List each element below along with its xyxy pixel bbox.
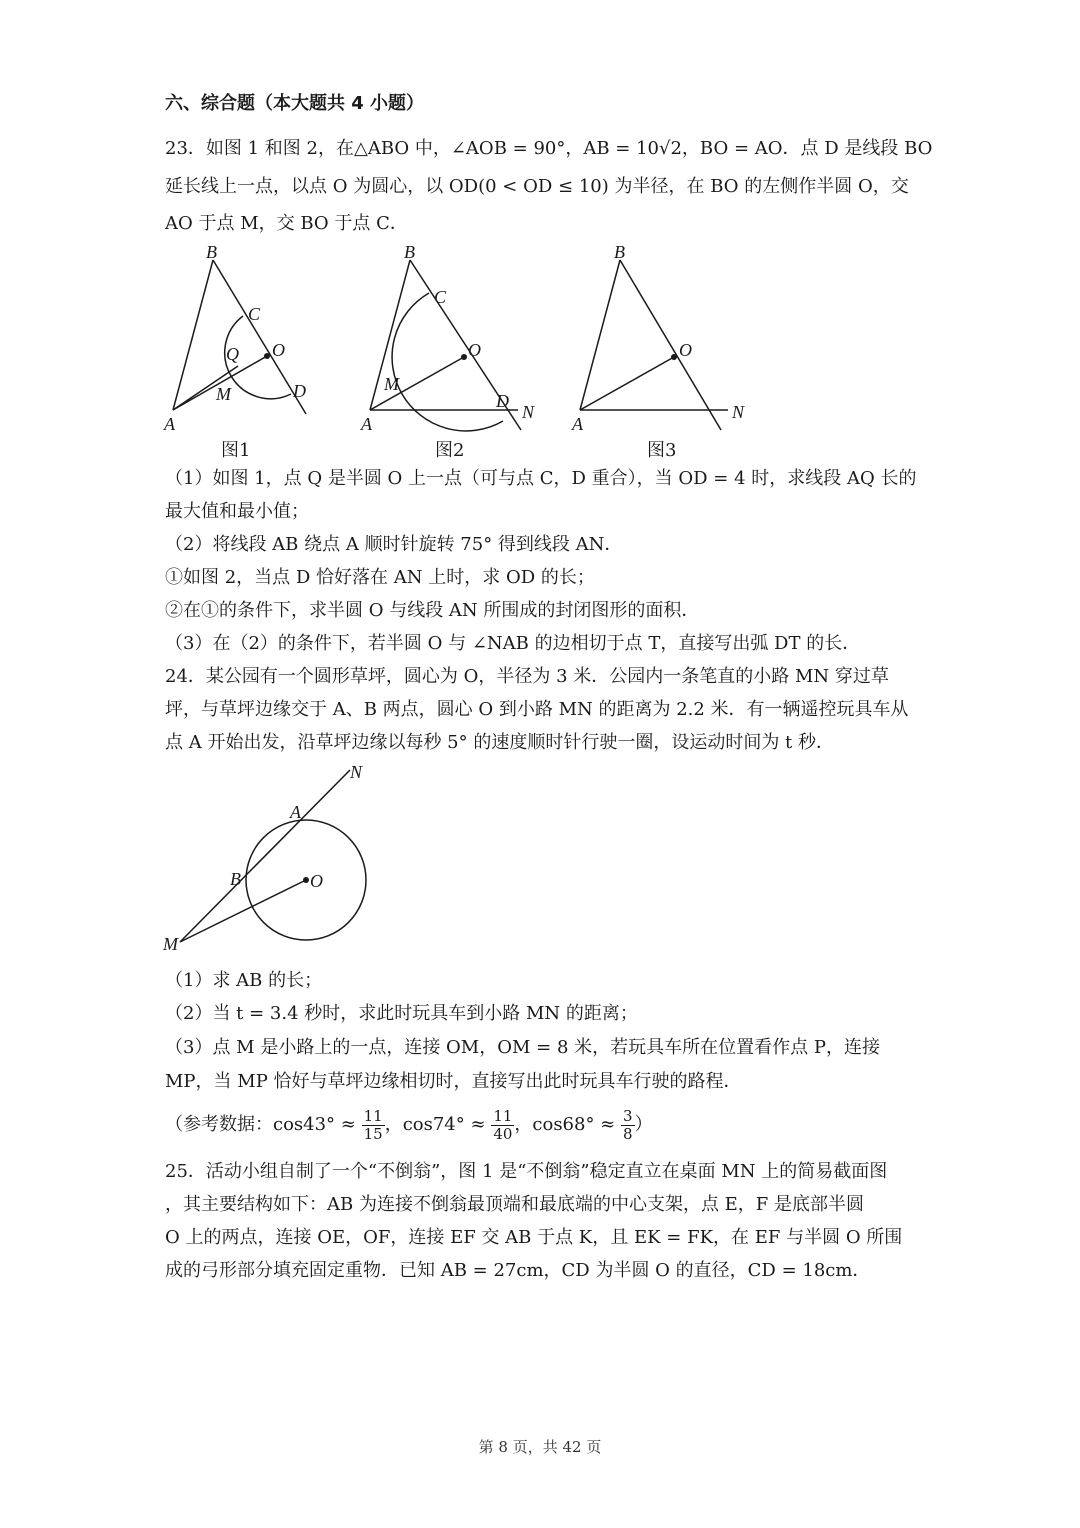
- fig2-label: B: [404, 242, 415, 262]
- q24-figure: [160, 760, 400, 960]
- q24-line-2: 坪，与草坪边缘交于 A、B 两点，圆心 O 到小路 MN 的距离为 2.2 米．有一辆遥控玩具车从: [165, 699, 909, 720]
- fig3-line-ab: [580, 260, 620, 410]
- q23-part-line: ①如图 2，当点 D 恰好落在 AN 上时，求 OD 的长；: [165, 567, 595, 588]
- fraction-denominator: 40: [493, 1124, 513, 1143]
- fig2-caption: 图2: [435, 440, 465, 461]
- q23-part-line: 最大值和最小值；: [165, 501, 309, 522]
- q24-label: B: [230, 869, 241, 889]
- fig3-label: A: [572, 414, 583, 434]
- q23-part-line: （3）在（2）的条件下，若半圆 O 与 ∠NAB 的边相切于点 T，直接写出弧 DT 的长．: [165, 633, 861, 654]
- q24-part-line: MP，当 MP 恰好与草坪边缘相切时，直接写出此时玩具车行驶的路程．: [165, 1071, 742, 1092]
- fraction-numerator: 11: [363, 1106, 383, 1125]
- fig3-label: O: [679, 340, 692, 360]
- q24-point-o: [303, 877, 309, 883]
- q24-line-1: 24．某公园有一个圆形草坪，圆心为 O，半径为 3 米．公园内一条笔直的小路 MN 穿过草: [165, 666, 889, 687]
- fig1-caption: 图1: [221, 440, 251, 461]
- q23-part-line: （1）如图 1，点 Q 是半圆 O 上一点（可与点 C，D 重合），当 OD = 4 时，求线段 AQ 长的: [165, 468, 917, 489]
- fraction-3-8: [621, 1108, 635, 1143]
- q25-line-4: 成的弓形部分填充固定重物．已知 AB = 27cm，CD 为半圆 O 的直径，CD = 18cm．: [165, 1260, 871, 1281]
- fig2-label: A: [361, 414, 372, 434]
- q23-line-1: 23．如图 1 和图 2，在△ABO 中，∠AOB = 90°，AB = 10√2，BO = AO．点 D 是线段 BO: [165, 138, 933, 159]
- fig3-label: N: [732, 402, 745, 422]
- fig2-label: M: [384, 374, 399, 394]
- fig3-line-bd: [620, 260, 721, 430]
- ref-prefix: （参考数据：cos43° ≈: [165, 1114, 356, 1135]
- fraction-11-40: [491, 1108, 514, 1143]
- q24-reference-data: [165, 1102, 653, 1148]
- q24-part-line: （1）求 AB 的长；: [165, 970, 323, 991]
- fraction-11-15: [362, 1108, 385, 1143]
- fig2-label: O: [468, 340, 481, 360]
- fig1-label: A: [164, 414, 175, 434]
- q24-line-mo: [180, 880, 306, 942]
- fig2-label: D: [496, 391, 509, 411]
- fig1-label: M: [216, 384, 231, 404]
- fig1-label: D: [293, 381, 306, 401]
- ref-mid: ，cos68° ≈: [514, 1114, 616, 1135]
- fig1-point-o: [264, 353, 270, 359]
- fraction-numerator: 3: [623, 1106, 633, 1125]
- q24-part-line: （2）当 t = 3.4 秒时，求此时玩具车到小路 MN 的距离；: [165, 1003, 638, 1024]
- q24-label: A: [290, 802, 301, 822]
- q23-figure-3: [570, 240, 760, 440]
- q24-part-line: （3）点 M 是小路上的一点，连接 OM，OM = 8 米，若玩具车所在位置看作点 P，连接: [165, 1037, 880, 1058]
- q24-line-mn: [180, 770, 350, 942]
- section-title: 六、综合题（本大题共 4 小题）: [165, 93, 425, 114]
- ref-suffix: ）: [634, 1114, 653, 1135]
- fig2-point-o: [461, 354, 467, 360]
- fig2-label: C: [434, 287, 447, 307]
- q23-part-line: （2）将线段 AB 绕点 A 顺时针旋转 75° 得到线段 AN．: [165, 534, 623, 555]
- q25-line-2: ，其主要结构如下：AB 为连接不倒翁最顶端和最底端的中心支架，点 E，F 是底部半圆: [165, 1194, 865, 1215]
- q23-line-3: AO 于点 M，交 BO 于点 C．: [165, 213, 408, 234]
- q23-figure-1: [160, 240, 340, 440]
- fig1-label: O: [272, 340, 285, 360]
- q25-line-3: O 上的两点，连接 OE，OF，连接 EF 交 AB 于点 K，且 EK = FK，在 EF 与半圆 O 所围: [165, 1227, 903, 1248]
- q25-line-1: 25．活动小组自制了一个“不倒翁”，图 1 是“不倒翁”稳定直立在桌面 MN 上的简易截面图: [165, 1161, 888, 1182]
- q24-label: O: [310, 871, 323, 891]
- q23-part-line: ②在①的条件下，求半圆 O 与线段 AN 所围成的封闭图形的面积．: [165, 600, 700, 621]
- q23-figure-2: [358, 240, 558, 440]
- q24-line-3: 点 A 开始出发，沿草坪边缘以每秒 5° 的速度顺时针行驶一圈，设运动时间为 t 秒．: [165, 732, 835, 753]
- page-footer: 第 8 页，共 42 页: [478, 1438, 602, 1456]
- fig3-caption: 图3: [647, 440, 677, 461]
- q24-label: M: [163, 934, 178, 954]
- fig1-label: B: [206, 242, 217, 262]
- fig2-label: N: [522, 402, 535, 422]
- fig1-label: Q: [226, 344, 239, 364]
- ref-mid: ，cos74° ≈: [384, 1114, 486, 1135]
- q23-line-2: 延长线上一点，以点 O 为圆心，以 OD(0 < OD ≤ 10) 为半径，在 BO 的左侧作半圆 O，交: [165, 176, 909, 197]
- fig3-label: B: [614, 242, 625, 262]
- q24-label: N: [350, 762, 363, 782]
- fraction-denominator: 8: [623, 1124, 633, 1143]
- fig3-line-ao: [580, 357, 674, 410]
- fraction-numerator: 11: [493, 1106, 513, 1125]
- fraction-denominator: 15: [363, 1124, 383, 1143]
- fig3-point-o: [671, 354, 677, 360]
- fig1-label: C: [248, 304, 261, 324]
